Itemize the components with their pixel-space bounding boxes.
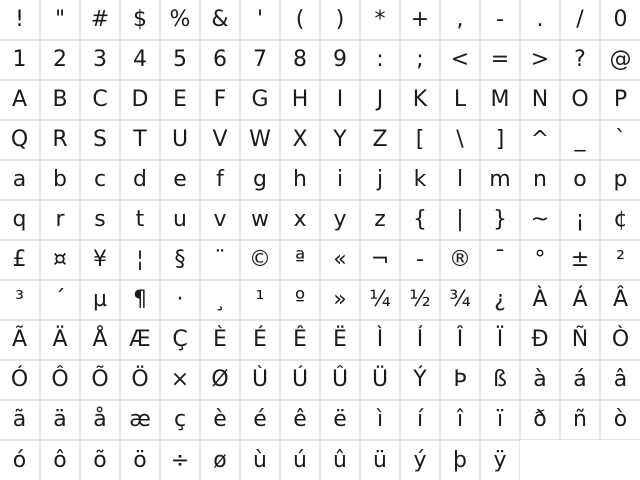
glyph-cell[interactable]: ¤ bbox=[40, 240, 80, 280]
glyph-cell[interactable]: i bbox=[320, 160, 360, 200]
empty-cell bbox=[520, 440, 560, 480]
glyph-cell[interactable]: R bbox=[40, 120, 80, 160]
glyph-cell[interactable]: ¼ bbox=[360, 280, 400, 320]
glyph-cell[interactable]: È bbox=[200, 320, 240, 360]
glyph-cell[interactable]: ì bbox=[360, 400, 400, 440]
glyph-cell[interactable]: % bbox=[160, 0, 200, 40]
glyph-cell[interactable]: ° bbox=[520, 240, 560, 280]
glyph-cell[interactable]: \ bbox=[440, 120, 480, 160]
glyph-cell[interactable]: º bbox=[280, 280, 320, 320]
glyph-cell[interactable]: . bbox=[520, 0, 560, 40]
glyph-cell[interactable]: ÷ bbox=[160, 440, 200, 480]
glyph-cell[interactable]: Y bbox=[320, 120, 360, 160]
glyph-cell[interactable]: t bbox=[120, 200, 160, 240]
glyph-cell[interactable]: a bbox=[0, 160, 40, 200]
glyph-cell[interactable]: ß bbox=[480, 360, 520, 400]
glyph-cell[interactable]: ö bbox=[120, 440, 160, 480]
glyph-cell[interactable]: ¬ bbox=[360, 240, 400, 280]
glyph-cell[interactable]: - bbox=[400, 240, 440, 280]
glyph-cell[interactable]: J bbox=[360, 80, 400, 120]
glyph-cell[interactable]: ¿ bbox=[480, 280, 520, 320]
glyph-cell[interactable]: Û bbox=[320, 360, 360, 400]
glyph-cell[interactable]: æ bbox=[120, 400, 160, 440]
glyph-cell[interactable]: $ bbox=[120, 0, 160, 40]
glyph-cell[interactable]: 2 bbox=[40, 40, 80, 80]
glyph-cell[interactable]: ] bbox=[480, 120, 520, 160]
glyph-cell[interactable]: O bbox=[560, 80, 600, 120]
glyph-cell[interactable]: è bbox=[200, 400, 240, 440]
glyph-cell[interactable]: ´ bbox=[40, 280, 80, 320]
glyph-cell[interactable]: ? bbox=[560, 40, 600, 80]
glyph-cell[interactable]: H bbox=[280, 80, 320, 120]
glyph-cell[interactable]: v bbox=[200, 200, 240, 240]
glyph-cell[interactable]: ¦ bbox=[120, 240, 160, 280]
glyph-cell[interactable]: m bbox=[480, 160, 520, 200]
glyph-cell[interactable]: B bbox=[40, 80, 80, 120]
glyph-cell[interactable]: í bbox=[400, 400, 440, 440]
glyph-cell[interactable]: ~ bbox=[520, 200, 560, 240]
glyph-cell[interactable]: C bbox=[80, 80, 120, 120]
glyph-cell[interactable]: Ê bbox=[280, 320, 320, 360]
glyph-cell[interactable]: Ì bbox=[360, 320, 400, 360]
glyph-cell[interactable]: @ bbox=[600, 40, 640, 80]
glyph-cell[interactable]: ± bbox=[560, 240, 600, 280]
glyph-cell[interactable]: ¶ bbox=[120, 280, 160, 320]
glyph-cell[interactable]: p bbox=[600, 160, 640, 200]
glyph-cell[interactable]: c bbox=[80, 160, 120, 200]
empty-cell bbox=[600, 440, 640, 480]
glyph-cell[interactable]: < bbox=[440, 40, 480, 80]
glyph-cell[interactable]: á bbox=[560, 360, 600, 400]
glyph-cell[interactable]: ¥ bbox=[80, 240, 120, 280]
glyph-cell[interactable]: M bbox=[480, 80, 520, 120]
glyph-cell[interactable]: · bbox=[160, 280, 200, 320]
glyph-cell[interactable]: + bbox=[400, 0, 440, 40]
glyph-cell[interactable]: Ñ bbox=[560, 320, 600, 360]
glyph-cell[interactable]: D bbox=[120, 80, 160, 120]
glyph-cell[interactable]: S bbox=[80, 120, 120, 160]
glyph-cell[interactable]: } bbox=[480, 200, 520, 240]
glyph-cell[interactable]: I bbox=[320, 80, 360, 120]
glyph-cell[interactable]: µ bbox=[80, 280, 120, 320]
glyph-cell[interactable]: Ç bbox=[160, 320, 200, 360]
empty-cell bbox=[560, 440, 600, 480]
glyph-cell[interactable]: ; bbox=[400, 40, 440, 80]
glyph-cell[interactable]: ã bbox=[0, 400, 40, 440]
glyph-cell[interactable]: ' bbox=[240, 0, 280, 40]
glyph-cell[interactable]: Ú bbox=[280, 360, 320, 400]
glyph-cell[interactable]: Ù bbox=[240, 360, 280, 400]
glyph-cell[interactable]: Ò bbox=[600, 320, 640, 360]
glyph-cell[interactable]: å bbox=[80, 400, 120, 440]
glyph-cell[interactable]: h bbox=[280, 160, 320, 200]
glyph-cell[interactable]: b bbox=[40, 160, 80, 200]
glyph-cell[interactable]: 0 bbox=[600, 0, 640, 40]
glyph-cell[interactable]: ( bbox=[280, 0, 320, 40]
glyph-cell[interactable]: é bbox=[240, 400, 280, 440]
glyph-cell[interactable]: A bbox=[0, 80, 40, 120]
glyph-cell[interactable]: ² bbox=[600, 240, 640, 280]
glyph-cell[interactable]: d bbox=[120, 160, 160, 200]
glyph-cell[interactable]: þ bbox=[440, 440, 480, 480]
glyph-cell[interactable]: L bbox=[440, 80, 480, 120]
glyph-cell[interactable]: 8 bbox=[280, 40, 320, 80]
glyph-cell[interactable]: ^ bbox=[520, 120, 560, 160]
glyph-cell[interactable]: ª bbox=[280, 240, 320, 280]
glyph-cell[interactable]: Q bbox=[0, 120, 40, 160]
glyph-cell[interactable]: ¯ bbox=[480, 240, 520, 280]
glyph-cell[interactable]: Z bbox=[360, 120, 400, 160]
glyph-cell[interactable]: » bbox=[320, 280, 360, 320]
glyph-cell[interactable]: ú bbox=[280, 440, 320, 480]
glyph-cell[interactable]: ë bbox=[320, 400, 360, 440]
glyph-cell[interactable]: * bbox=[360, 0, 400, 40]
glyph-cell[interactable]: ù bbox=[240, 440, 280, 480]
glyph-cell[interactable]: ä bbox=[40, 400, 80, 440]
glyph-cell[interactable]: g bbox=[240, 160, 280, 200]
glyph-cell[interactable]: & bbox=[200, 0, 240, 40]
glyph-cell[interactable]: n bbox=[520, 160, 560, 200]
glyph-cell[interactable]: V bbox=[200, 120, 240, 160]
glyph-cell[interactable]: Ó bbox=[0, 360, 40, 400]
glyph-cell[interactable]: ¹ bbox=[240, 280, 280, 320]
glyph-cell[interactable]: y bbox=[320, 200, 360, 240]
glyph-cell[interactable]: ! bbox=[0, 0, 40, 40]
glyph-cell[interactable]: Ý bbox=[400, 360, 440, 400]
glyph-cell[interactable]: Þ bbox=[440, 360, 480, 400]
glyph-cell[interactable]: W bbox=[240, 120, 280, 160]
glyph-cell[interactable]: E bbox=[160, 80, 200, 120]
glyph-cell[interactable]: q bbox=[0, 200, 40, 240]
glyph-cell[interactable]: × bbox=[160, 360, 200, 400]
glyph-cell[interactable]: û bbox=[320, 440, 360, 480]
glyph-cell[interactable]: u bbox=[160, 200, 200, 240]
glyph-cell[interactable]: / bbox=[560, 0, 600, 40]
glyph-cell[interactable]: [ bbox=[400, 120, 440, 160]
glyph-cell[interactable]: o bbox=[560, 160, 600, 200]
glyph-cell[interactable]: P bbox=[600, 80, 640, 120]
glyph-cell[interactable]: k bbox=[400, 160, 440, 200]
glyph-cell[interactable]: 7 bbox=[240, 40, 280, 80]
glyph-cell[interactable]: Ã bbox=[0, 320, 40, 360]
glyph-cell[interactable]: 1 bbox=[0, 40, 40, 80]
glyph-cell[interactable]: 5 bbox=[160, 40, 200, 80]
glyph-cell[interactable]: ¨ bbox=[200, 240, 240, 280]
glyph-cell[interactable]: ô bbox=[40, 440, 80, 480]
glyph-cell[interactable]: ¡ bbox=[560, 200, 600, 240]
glyph-cell[interactable]: ÿ bbox=[480, 440, 520, 480]
glyph-cell[interactable]: 9 bbox=[320, 40, 360, 80]
glyph-cell[interactable]: 4 bbox=[120, 40, 160, 80]
glyph-cell[interactable]: Í bbox=[400, 320, 440, 360]
glyph-cell[interactable]: ½ bbox=[400, 280, 440, 320]
glyph-cell[interactable]: ` bbox=[600, 120, 640, 160]
glyph-cell[interactable]: ¾ bbox=[440, 280, 480, 320]
glyph-cell[interactable]: X bbox=[280, 120, 320, 160]
glyph-cell[interactable]: ê bbox=[280, 400, 320, 440]
glyph-cell[interactable]: Ï bbox=[480, 320, 520, 360]
glyph-cell[interactable]: l bbox=[440, 160, 480, 200]
glyph-cell[interactable]: > bbox=[520, 40, 560, 80]
glyph-cell[interactable]: N bbox=[520, 80, 560, 120]
glyph-cell[interactable]: G bbox=[240, 80, 280, 120]
glyph-cell[interactable]: s bbox=[80, 200, 120, 240]
glyph-cell[interactable]: { bbox=[400, 200, 440, 240]
glyph-cell[interactable]: 3 bbox=[80, 40, 120, 80]
glyph-cell[interactable]: 6 bbox=[200, 40, 240, 80]
glyph-cell[interactable]: Æ bbox=[120, 320, 160, 360]
glyph-cell[interactable]: Ô bbox=[40, 360, 80, 400]
glyph-cell[interactable]: " bbox=[40, 0, 80, 40]
glyph-cell[interactable]: z bbox=[360, 200, 400, 240]
glyph-cell[interactable]: § bbox=[160, 240, 200, 280]
glyph-cell[interactable]: w bbox=[240, 200, 280, 240]
glyph-cell[interactable]: T bbox=[120, 120, 160, 160]
glyph-cell[interactable]: f bbox=[200, 160, 240, 200]
glyph-cell[interactable]: ý bbox=[400, 440, 440, 480]
glyph-cell[interactable]: ó bbox=[0, 440, 40, 480]
glyph-cell[interactable]: î bbox=[440, 400, 480, 440]
glyph-cell[interactable]: É bbox=[240, 320, 280, 360]
glyph-cell[interactable]: Â bbox=[600, 280, 640, 320]
glyph-cell[interactable]: Ö bbox=[120, 360, 160, 400]
glyph-cell[interactable]: e bbox=[160, 160, 200, 200]
glyph-cell[interactable]: - bbox=[480, 0, 520, 40]
glyph-cell[interactable]: | bbox=[440, 200, 480, 240]
glyph-cell[interactable]: Á bbox=[560, 280, 600, 320]
glyph-cell[interactable]: ð bbox=[520, 400, 560, 440]
glyph-cell[interactable]: ø bbox=[200, 440, 240, 480]
glyph-cell[interactable]: = bbox=[480, 40, 520, 80]
glyph-cell[interactable]: Î bbox=[440, 320, 480, 360]
glyph-cell[interactable]: ç bbox=[160, 400, 200, 440]
glyph-cell[interactable]: © bbox=[240, 240, 280, 280]
glyph-cell[interactable]: : bbox=[360, 40, 400, 80]
glyph-cell[interactable]: ) bbox=[320, 0, 360, 40]
glyph-cell[interactable]: Å bbox=[80, 320, 120, 360]
glyph-cell[interactable]: ò bbox=[600, 400, 640, 440]
glyph-cell[interactable]: Ø bbox=[200, 360, 240, 400]
glyph-cell[interactable]: À bbox=[520, 280, 560, 320]
glyph-cell[interactable]: ¢ bbox=[600, 200, 640, 240]
glyph-cell[interactable]: ü bbox=[360, 440, 400, 480]
glyph-cell[interactable]: Ä bbox=[40, 320, 80, 360]
glyph-cell[interactable]: x bbox=[280, 200, 320, 240]
glyph-cell[interactable]: ï bbox=[480, 400, 520, 440]
glyph-cell[interactable]: _ bbox=[560, 120, 600, 160]
glyph-cell[interactable]: Õ bbox=[80, 360, 120, 400]
glyph-cell[interactable]: ¸ bbox=[200, 280, 240, 320]
glyph-cell[interactable]: Ð bbox=[520, 320, 560, 360]
glyph-cell[interactable]: , bbox=[440, 0, 480, 40]
glyph-cell[interactable]: U bbox=[160, 120, 200, 160]
glyph-cell[interactable]: « bbox=[320, 240, 360, 280]
glyph-cell[interactable]: j bbox=[360, 160, 400, 200]
glyph-cell[interactable]: Ë bbox=[320, 320, 360, 360]
glyph-cell[interactable]: F bbox=[200, 80, 240, 120]
glyph-cell[interactable]: ® bbox=[440, 240, 480, 280]
glyph-cell[interactable]: ³ bbox=[0, 280, 40, 320]
glyph-cell[interactable]: à bbox=[520, 360, 560, 400]
glyph-cell[interactable]: õ bbox=[80, 440, 120, 480]
glyph-cell[interactable]: # bbox=[80, 0, 120, 40]
glyph-cell[interactable]: £ bbox=[0, 240, 40, 280]
glyph-cell[interactable]: Ü bbox=[360, 360, 400, 400]
glyph-cell[interactable]: r bbox=[40, 200, 80, 240]
glyph-cell[interactable]: K bbox=[400, 80, 440, 120]
glyph-cell[interactable]: ñ bbox=[560, 400, 600, 440]
glyph-cell[interactable]: â bbox=[600, 360, 640, 400]
